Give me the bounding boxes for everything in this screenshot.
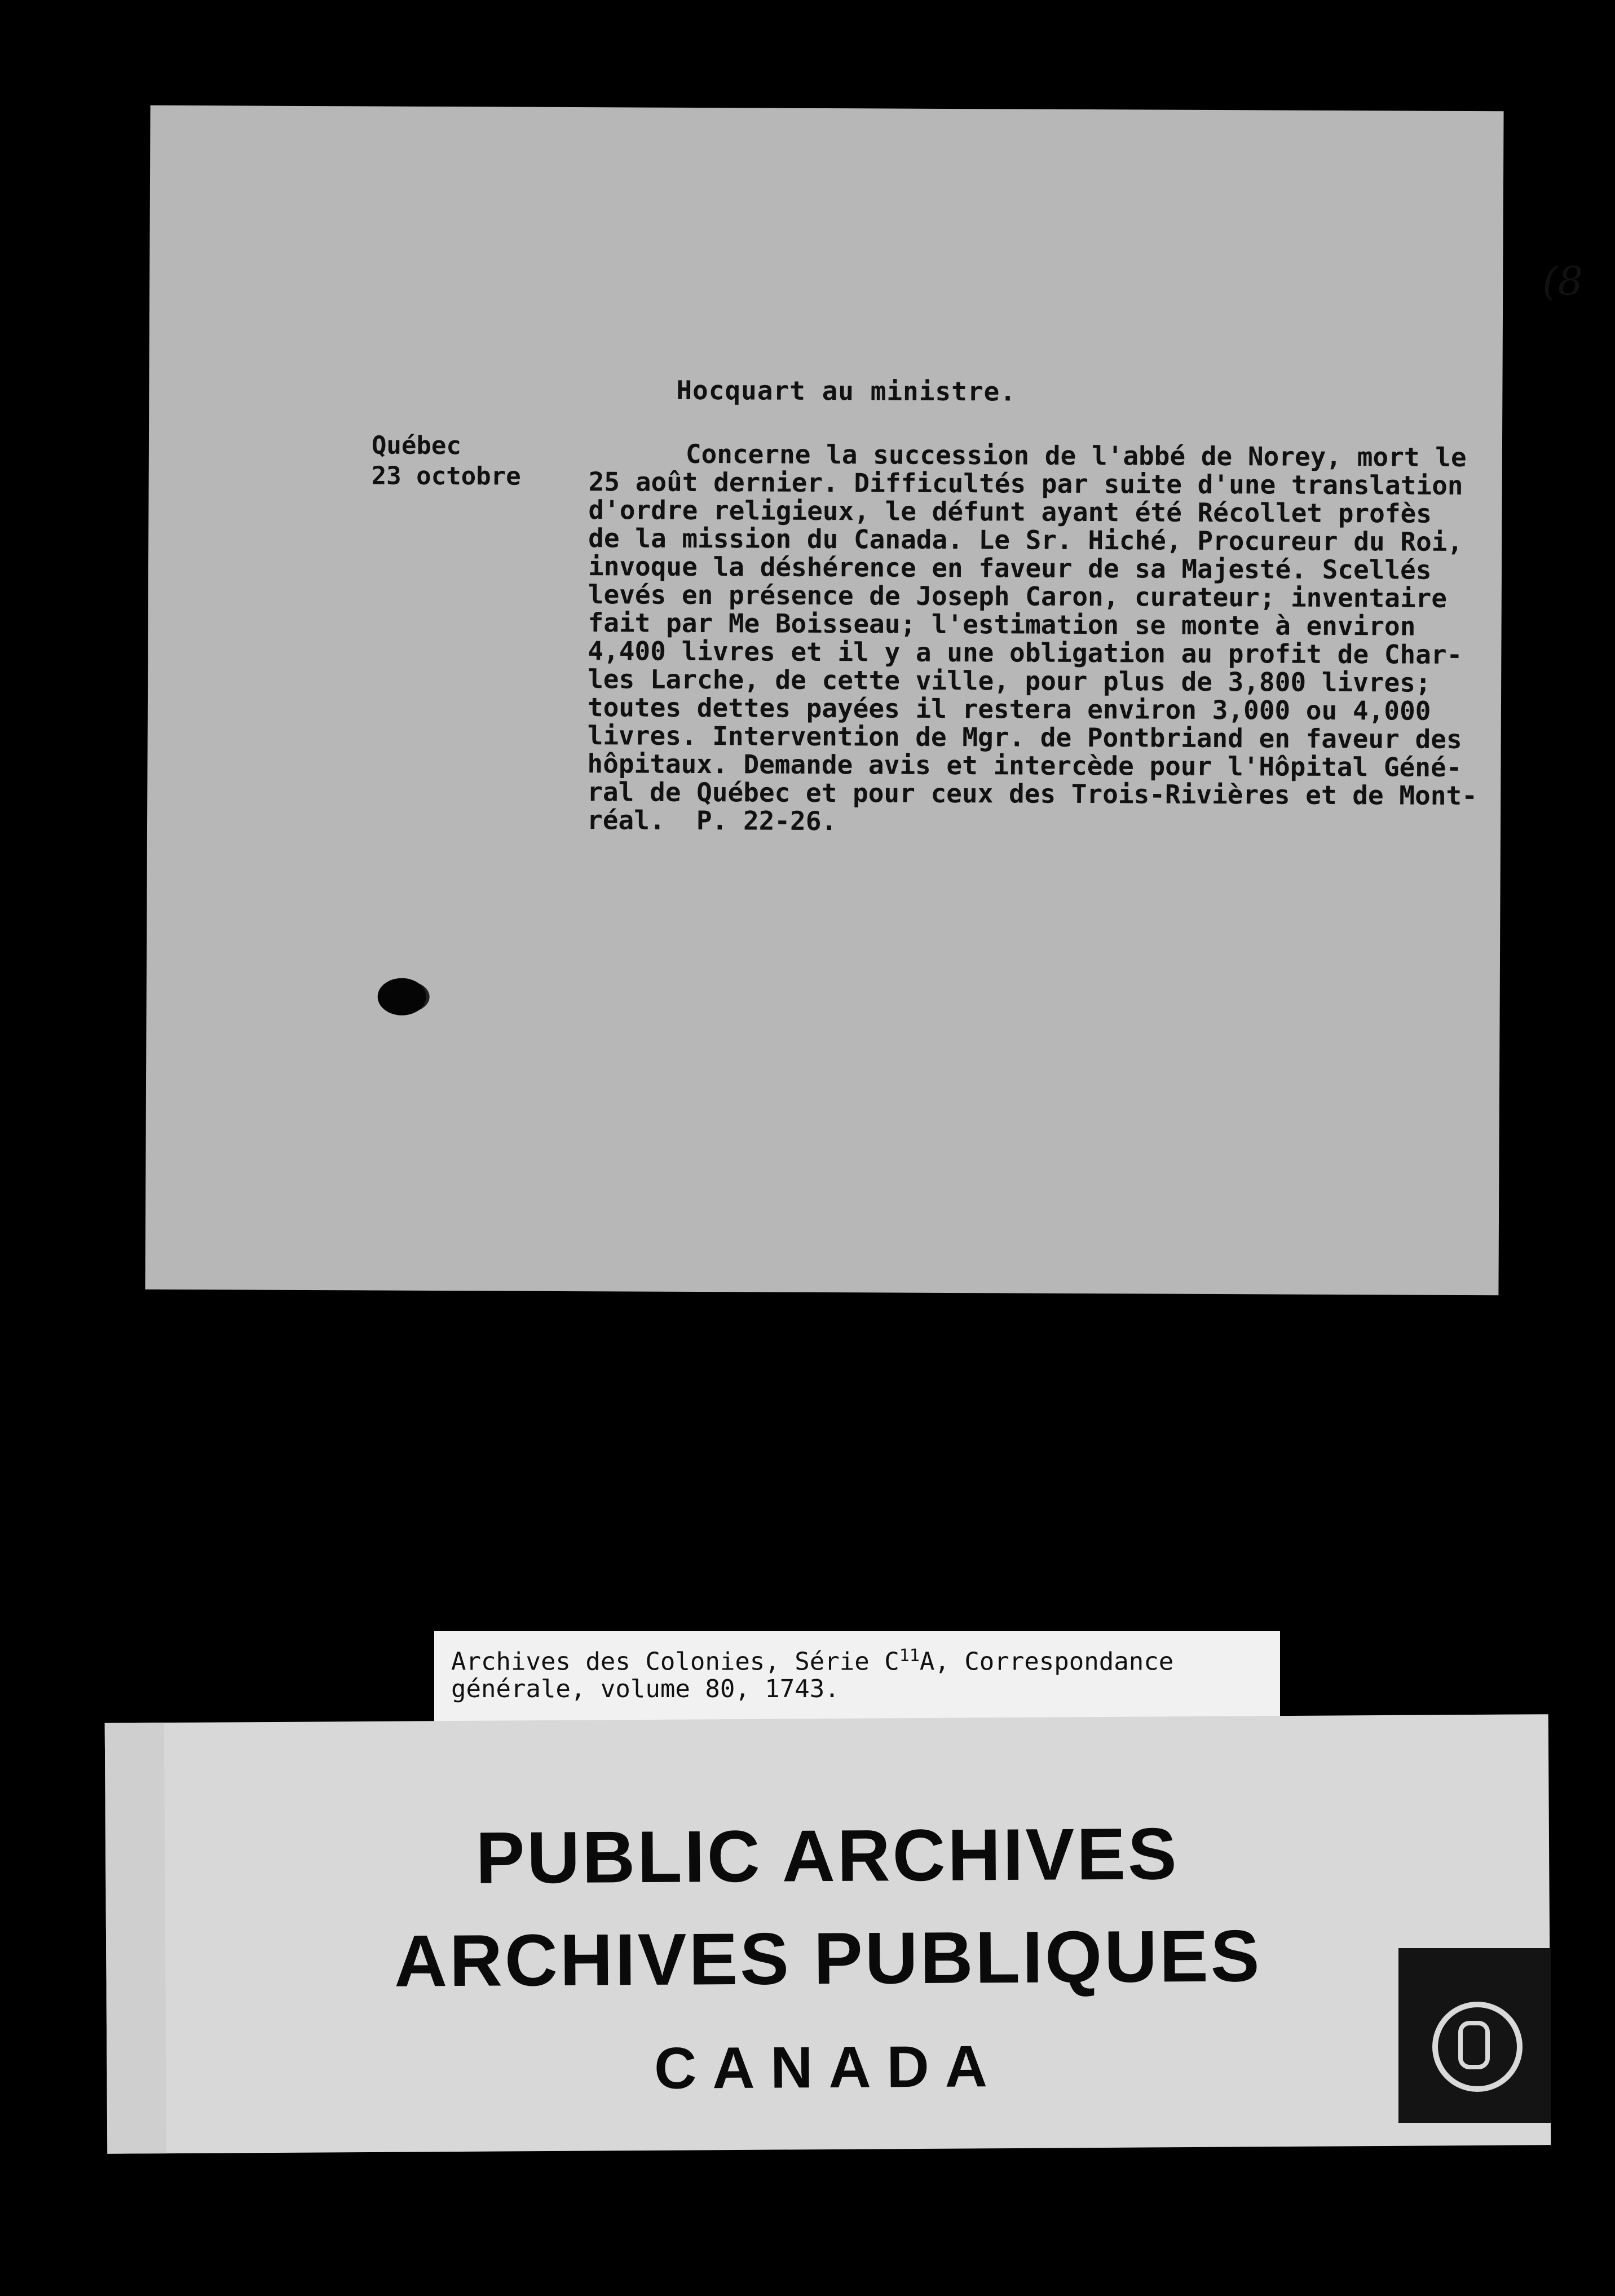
summary-line: invoque la déshérence en faveur de sa Majesté. Scellés <box>588 551 1432 585</box>
summary-line: toutes dettes payées il restera environ 3,000 ou 4,000 <box>587 692 1431 726</box>
margin-note <box>372 430 521 492</box>
summary-line: les Larche, de cette ville, pour plus de 3,800 livres; <box>588 664 1431 698</box>
stamp-watermark <box>1341 731 1615 1240</box>
source-line-2: générale, volume 80, 1743. <box>451 1674 840 1703</box>
margin-place: Québec <box>371 431 462 461</box>
source-line-1: Archives des Colonies, Série $C^{11}A$, Correspondance <box>451 1646 1174 1676</box>
summary-line: livres. Intervention de Mgr. de Pontbriand en faveur des <box>587 720 1462 754</box>
summary-line: d'ordre religieux, le défunt ayant été Récollet profès <box>588 494 1432 529</box>
summary-line: 25 août dernier. Difficultés par suite d'une translation <box>588 466 1463 501</box>
summary-line: Concerne la succession de l'abbé de Norey, mort le <box>685 438 1467 473</box>
source-label <box>434 1631 1280 1728</box>
card-number: (8 <box>1542 258 1583 304</box>
summary-line: de la mission du Canada. Le Sr. Hiché, Procureur du Roi, <box>588 523 1463 557</box>
punch-hole <box>378 978 426 1015</box>
summary-line: 4,400 livres et il y a une obligation au profit de Char- <box>588 635 1463 670</box>
archives-banner <box>105 1714 1551 2154</box>
banner-line-1: PUBLIC ARCHIVES <box>475 1812 1180 1899</box>
document-title: Hocquart au ministre. <box>676 374 1017 407</box>
summary-line: réal. P. 22-26. <box>586 805 837 837</box>
banner-line-3: CANADA <box>654 2034 1004 2101</box>
archives-logo <box>1398 1948 1551 2123</box>
summary-line: ral de Québec et pour ceux des Trois-Rivières et de Mont- <box>587 776 1477 811</box>
summary-line: levés en présence de Joseph Caron, curateur; inventaire <box>588 579 1448 613</box>
summary-line: fait par Me Boisseau; l'estimation se monte à environ <box>588 607 1416 642</box>
margin-date: 23 octobre <box>371 461 521 491</box>
document-card <box>145 105 1583 1295</box>
logo-icon <box>1432 2002 1523 2092</box>
summary-line: hôpitaux. Demande avis et intercède pour l'Hôpital Géné- <box>587 748 1462 783</box>
banner-line-2: ARCHIVES PUBLIQUES <box>394 1914 1262 2002</box>
